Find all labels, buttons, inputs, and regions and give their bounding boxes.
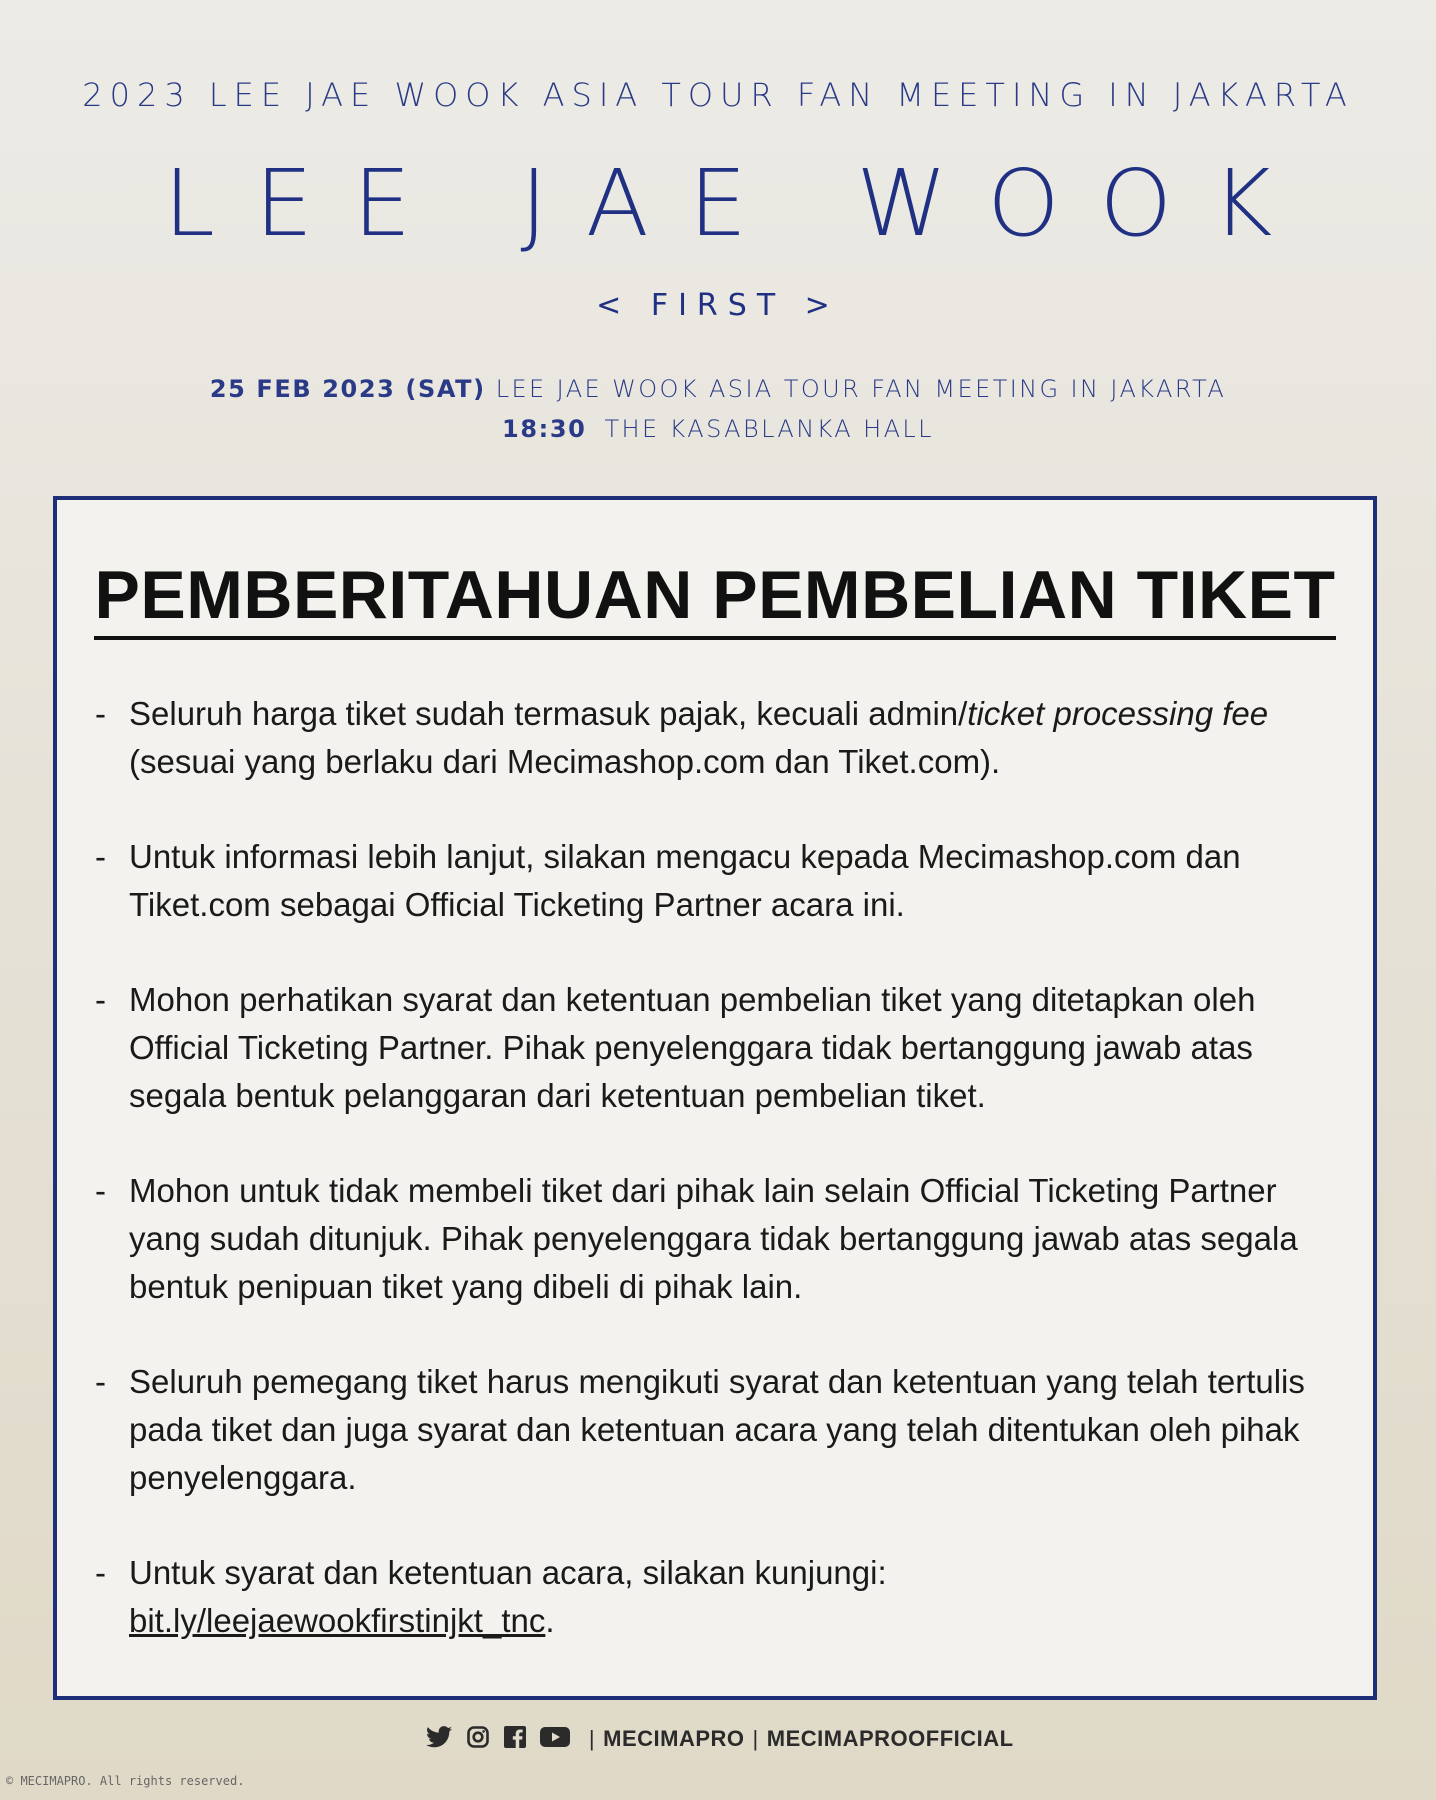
event-time: 18:30 — [502, 415, 587, 443]
bullet-dash: - — [95, 981, 106, 1018]
notice-title — [57, 556, 1373, 640]
notice-text: Mohon perhatikan syarat dan ketentuan pembelian tiket yang ditetapkan oleh Official Ticketing Partner. Pihak penyelenggara tidak bertanggung jawab atas segala bentuk pelanggaran dari ketentuan pembelian tiket. — [129, 981, 1256, 1114]
bullet-dash: - — [95, 1172, 106, 1209]
notice-item-official-partner — [57, 1167, 1373, 1311]
event-date: 25 FEB 2023 (SAT) — [209, 375, 486, 403]
event-date-line — [0, 375, 1436, 403]
event-venue: THE KASABLANKA HALL — [604, 415, 934, 443]
facebook-icon[interactable] — [504, 1726, 526, 1754]
notice-box — [53, 496, 1377, 1700]
tour-title: 2023 LEE JAE WOOK ASIA TOUR FAN MEETING IN JAKARTA — [82, 76, 1354, 114]
bullet-dash: - — [95, 838, 106, 875]
notice-list — [57, 690, 1373, 1692]
notice-text: Mohon untuk tidak membeli tiket dari pihak lain selain Official Ticketing Partner yang sudah ditunjuk. Pihak penyelenggara tidak bertanggung jawab atas segala bentuk penipuan tiket yang dibeli di pihak lain. — [129, 1172, 1298, 1305]
footer-separator: | — [588, 1726, 596, 1751]
artist-name: LEE JAE WOOK — [163, 150, 1313, 257]
notice-title-text: PEMBERITAHUAN PEMBELIAN TIKET — [94, 556, 1335, 640]
notice-text: (sesuai yang berlaku dari Mecimashop.com dan Tiket.com). — [129, 743, 1001, 780]
terms-link[interactable]: bit.ly/leejaewookfirstinjkt_tnc — [129, 1602, 546, 1639]
bullet-dash: - — [95, 1363, 106, 1400]
bullet-dash: - — [95, 1554, 106, 1591]
notice-item-tax — [57, 690, 1373, 786]
notice-text: Seluruh harga tiket sudah termasuk pajak, kecuali admin/ — [129, 695, 968, 732]
notice-item-holders — [57, 1358, 1373, 1502]
instagram-icon[interactable] — [467, 1726, 489, 1754]
fan-meeting-subtitle: < FIRST > — [596, 288, 840, 323]
footer-social — [0, 1726, 1436, 1754]
footer-separator: | — [752, 1726, 759, 1751]
youtube-icon[interactable] — [540, 1726, 570, 1754]
notice-text: . — [545, 1602, 555, 1639]
notice-item-info — [57, 833, 1373, 929]
notice-text: Untuk syarat dan ketentuan acara, silakan kunjungi: — [129, 1554, 887, 1591]
notice-text: Untuk informasi lebih lanjut, silakan mengacu kepada Mecimashop.com dan Tiket.com sebagai Official Ticketing Partner acara ini. — [129, 838, 1241, 923]
event-name: LEE JAE WOOK ASIA TOUR FAN MEETING IN JAKARTA — [495, 375, 1227, 403]
notice-item-link — [57, 1549, 1373, 1645]
footer-handle-mecimaproofficial[interactable]: MECIMAPROOFFICIAL — [766, 1726, 1014, 1751]
notice-text-italic: ticket processing fee — [967, 695, 1269, 732]
copyright-notice: © MECIMAPRO. All rights reserved. — [6, 1774, 245, 1788]
notice-item-terms — [57, 976, 1373, 1120]
bullet-dash: - — [95, 695, 106, 732]
event-venue-line — [0, 415, 1436, 443]
twitter-icon[interactable] — [426, 1726, 452, 1754]
footer-handle-mecimapro[interactable]: MECIMAPRO — [603, 1726, 745, 1751]
notice-text: Seluruh pemegang tiket harus mengikuti syarat dan ketentuan yang telah tertulis pada tiket dan juga syarat dan ketentuan acara yang telah ditentukan oleh pihak penyelenggara. — [129, 1363, 1305, 1496]
